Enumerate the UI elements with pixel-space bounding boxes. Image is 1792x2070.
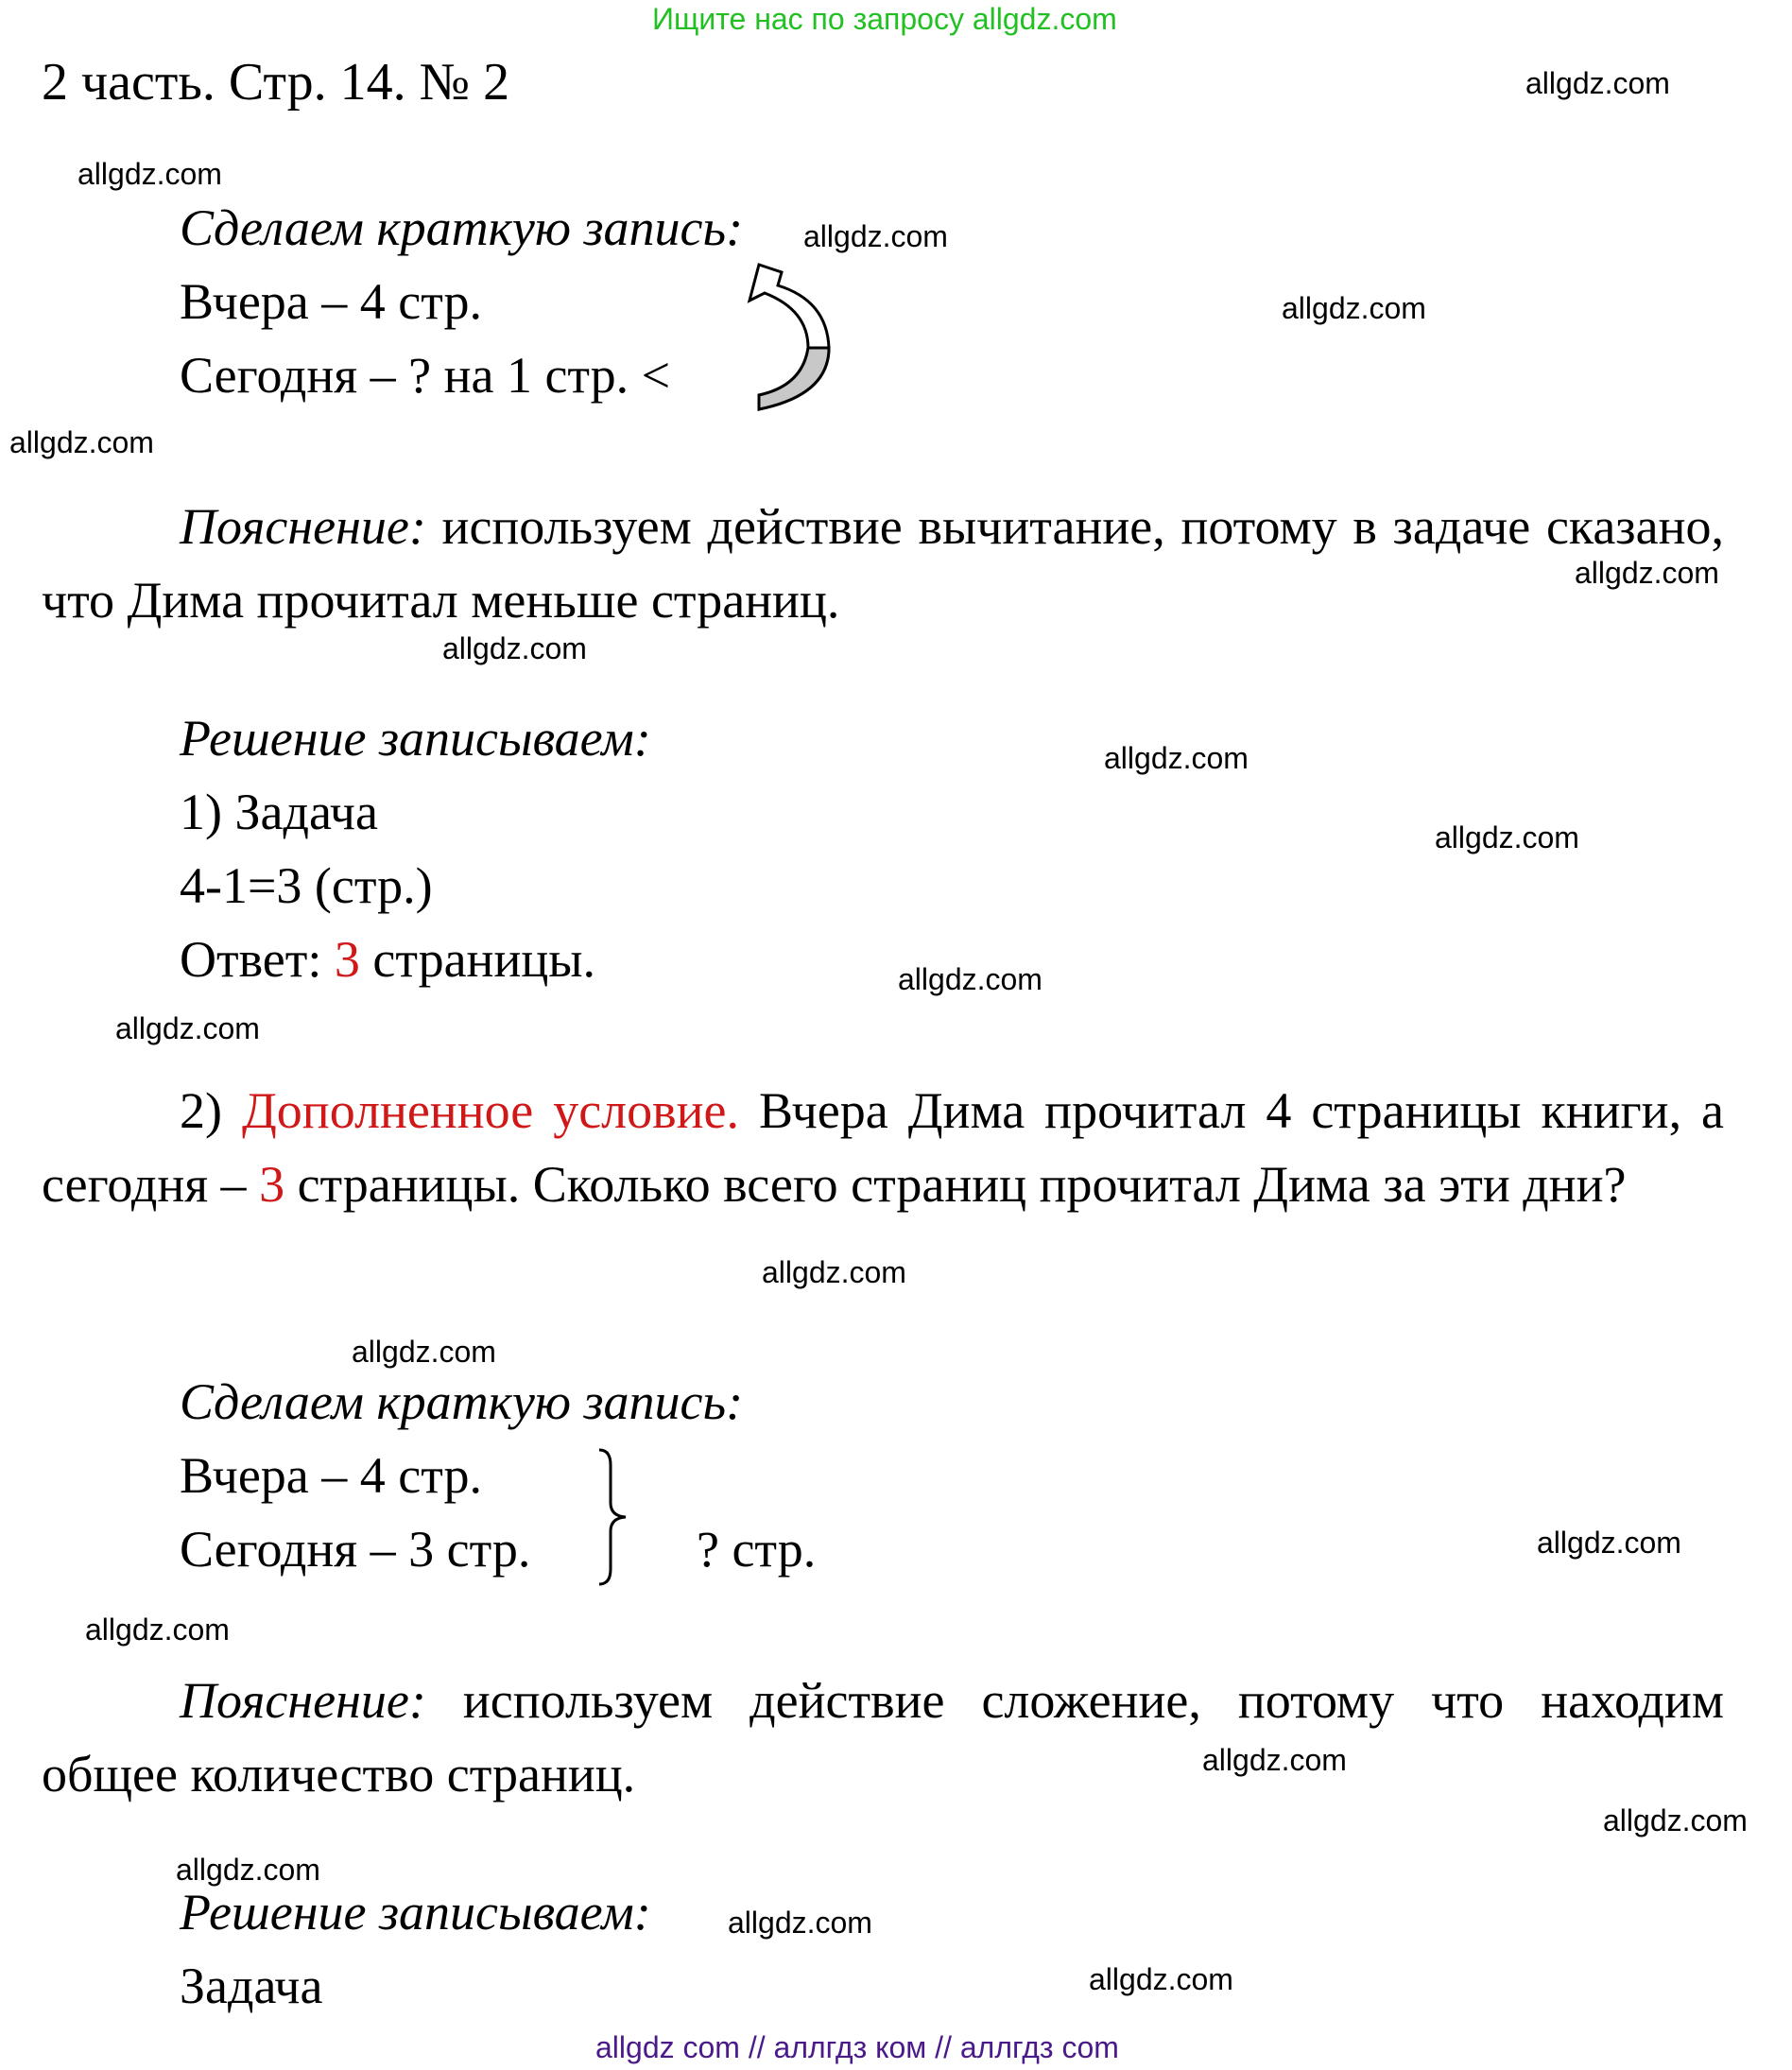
note-line-yesterday-2: Вчера – 4 стр. <box>180 1447 482 1504</box>
watermark: allgdz.com <box>115 1011 260 1045</box>
condition-label-2: Дополненное условие. <box>241 1082 739 1139</box>
explanation-label-2: Пояснение: <box>180 1672 426 1729</box>
solution-label-2: Решение записываем: <box>180 1884 651 1941</box>
answer-value: 3 <box>334 931 360 988</box>
watermark: allgdz.com <box>1575 556 1719 590</box>
note-line-today-2: Сегодня – 3 стр. <box>180 1521 531 1578</box>
curly-brace-icon <box>595 1446 633 1588</box>
watermark: allgdz.com <box>762 1255 906 1289</box>
section-number-2: 2) <box>180 1082 222 1139</box>
watermark: allgdz.com <box>898 962 1042 996</box>
watermark: allgdz.com <box>1089 1962 1233 1996</box>
task-label-1: 1) Задача <box>180 784 378 840</box>
equation-1: 4-1=3 (стр.) <box>180 857 433 914</box>
watermark: allgdz.com <box>176 1853 320 1887</box>
condition-2 <box>42 1074 1724 1221</box>
note-total-2: ? стр. <box>697 1521 817 1578</box>
watermark: allgdz.com <box>78 157 222 191</box>
note-line-yesterday-1: Вчера – 4 стр. <box>180 273 482 330</box>
watermark: allgdz.com <box>352 1335 496 1369</box>
answer-1 <box>180 930 595 989</box>
watermark: allgdz.com <box>1282 291 1426 325</box>
watermark: allgdz.com <box>1202 1743 1347 1777</box>
explanation-text-1: используем действие вычитание, потому в задаче сказано, что Дима прочитал меньше страниц. <box>42 498 1724 629</box>
explanation-text-2: используем действие сложение, потому что находим общее количество страниц. <box>42 1672 1725 1803</box>
explanation-label-1: Пояснение: <box>180 498 426 555</box>
top-banner: Ищите нас по запросу allgdz.com <box>652 2 1117 36</box>
answer-suffix: страницы. <box>372 931 596 988</box>
page-title: 2 часть. Стр. 14. № 2 <box>42 53 510 112</box>
watermark: allgdz.com <box>1537 1526 1681 1560</box>
explanation-2 <box>42 1664 1724 1811</box>
watermark: allgdz.com <box>1603 1803 1748 1837</box>
watermark: allgdz.com <box>9 425 154 459</box>
watermark: allgdz.com <box>1104 741 1249 775</box>
short-note-label-1: Сделаем краткую запись: <box>180 199 744 256</box>
task-label-2: Задача <box>180 1958 323 2014</box>
watermark: allgdz.com <box>85 1613 230 1647</box>
condition-value: 3 <box>259 1156 285 1213</box>
watermark: allgdz.com <box>728 1906 872 1940</box>
watermark: allgdz.com <box>442 631 587 665</box>
footer-banner: allgdz com // аллгдз ком // аллгдз com <box>595 2030 1119 2064</box>
answer-prefix: Ответ: <box>180 931 322 988</box>
watermark: allgdz.com <box>803 219 948 253</box>
short-note-label-2: Сделаем краткую запись: <box>180 1373 744 1430</box>
solution-label-1: Решение записываем: <box>180 710 651 767</box>
curved-arrow-icon <box>742 253 836 414</box>
watermark: allgdz.com <box>1435 820 1579 854</box>
explanation-1 <box>42 490 1724 637</box>
note-line-today-1: Сегодня – ? на 1 стр. < <box>180 347 671 404</box>
condition-text-a: Вчера Дима прочитал 4 страницы книги, а сегодня – <box>42 1082 1725 1213</box>
condition-text-b: страницы. Сколько всего страниц прочитал Дима за эти дни? <box>297 1156 1627 1213</box>
watermark: allgdz.com <box>1525 66 1670 100</box>
